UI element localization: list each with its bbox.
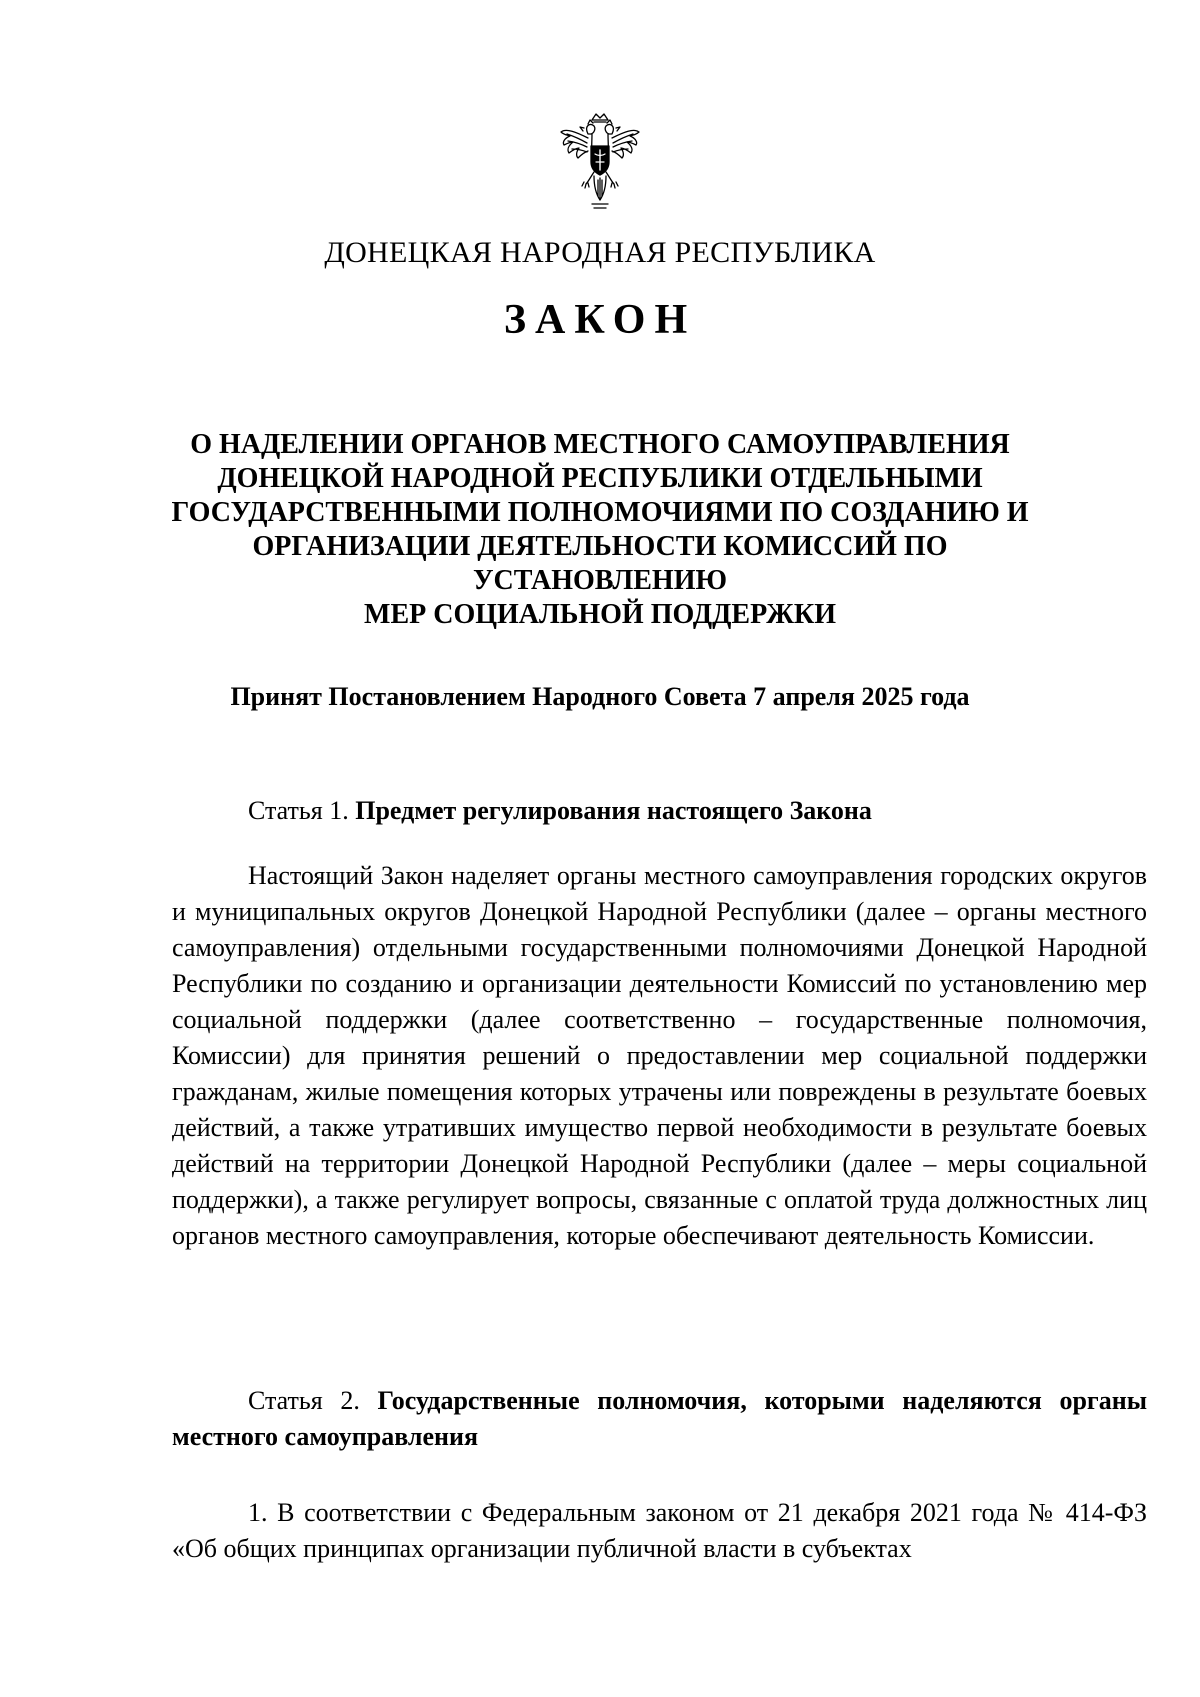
law-title-line: ДОНЕЦКОЙ НАРОДНОЙ РЕСПУБЛИКИ ОТДЕЛЬНЫМИ xyxy=(217,463,983,494)
law-title-line: ОРГАНИЗАЦИИ ДЕЯТЕЛЬНОСТИ КОМИССИЙ ПО УСТАНОВЛЕНИЮ xyxy=(252,531,948,596)
coat-of-arms-eagle-icon xyxy=(558,112,642,212)
adoption-line: Принят Постановлением Народного Совета 7 апреля 2025 года xyxy=(230,682,970,711)
law-title xyxy=(150,428,1050,632)
article-2-text: 1. В соответствии с Федеральным законом от 21 декабря 2021 года № 414-ФЗ «Об общих принципах организации публичной власти в субъектах xyxy=(172,1498,1147,1563)
republic-name: ДОНЕЦКАЯ НАРОДНАЯ РЕСПУБЛИКА xyxy=(324,236,876,269)
article-2-heading xyxy=(172,1383,1147,1455)
law-title-line: ГОСУДАРСТВЕННЫМИ ПОЛНОМОЧИЯМИ ПО СОЗДАНИЮ И xyxy=(171,497,1029,528)
article-1-number: Статья 1. xyxy=(248,796,349,825)
article-1-heading xyxy=(172,793,1147,829)
article-1-title: Предмет регулирования настоящего Закона xyxy=(355,796,872,825)
law-title-line: МЕР СОЦИАЛЬНОЙ ПОДДЕРЖКИ xyxy=(364,599,836,630)
document-type: ЗАКОН xyxy=(503,297,697,343)
article-2-number: Статья 2. xyxy=(248,1386,360,1415)
law-title-line: О НАДЕЛЕНИИ ОРГАНОВ МЕСТНОГО САМОУПРАВЛЕНИЯ xyxy=(190,429,1010,460)
article-2-title: Государственные полномочия, которыми наделяются органы местного самоуправления xyxy=(172,1386,1147,1451)
article-1-text: Настоящий Закон наделяет органы местного самоуправления городских округов и муниципальных округов Донецкой Народной Республики (далее – органы местного самоуправления) отдельными государственными полномочиями Донецкой Народной Республики по созданию и организации деятельности Комиссий по установлению мер социальной поддержки (далее соответственно – государственные полномочия, Комиссии) для принятия решений о предоставлении мер социальной поддержки гражданам, жилые помещения которых утрачены или повреждены в результате боевых действий, а также утративших имущество первой необходимости в результате боевых действий на территории Донецкой Народной Республики (далее – меры социальной поддержки), а также регулирует вопросы, связанные с оплатой труда должностных лиц органов местного самоуправления, которые обеспечивают деятельность Комиссии. xyxy=(172,861,1147,1250)
